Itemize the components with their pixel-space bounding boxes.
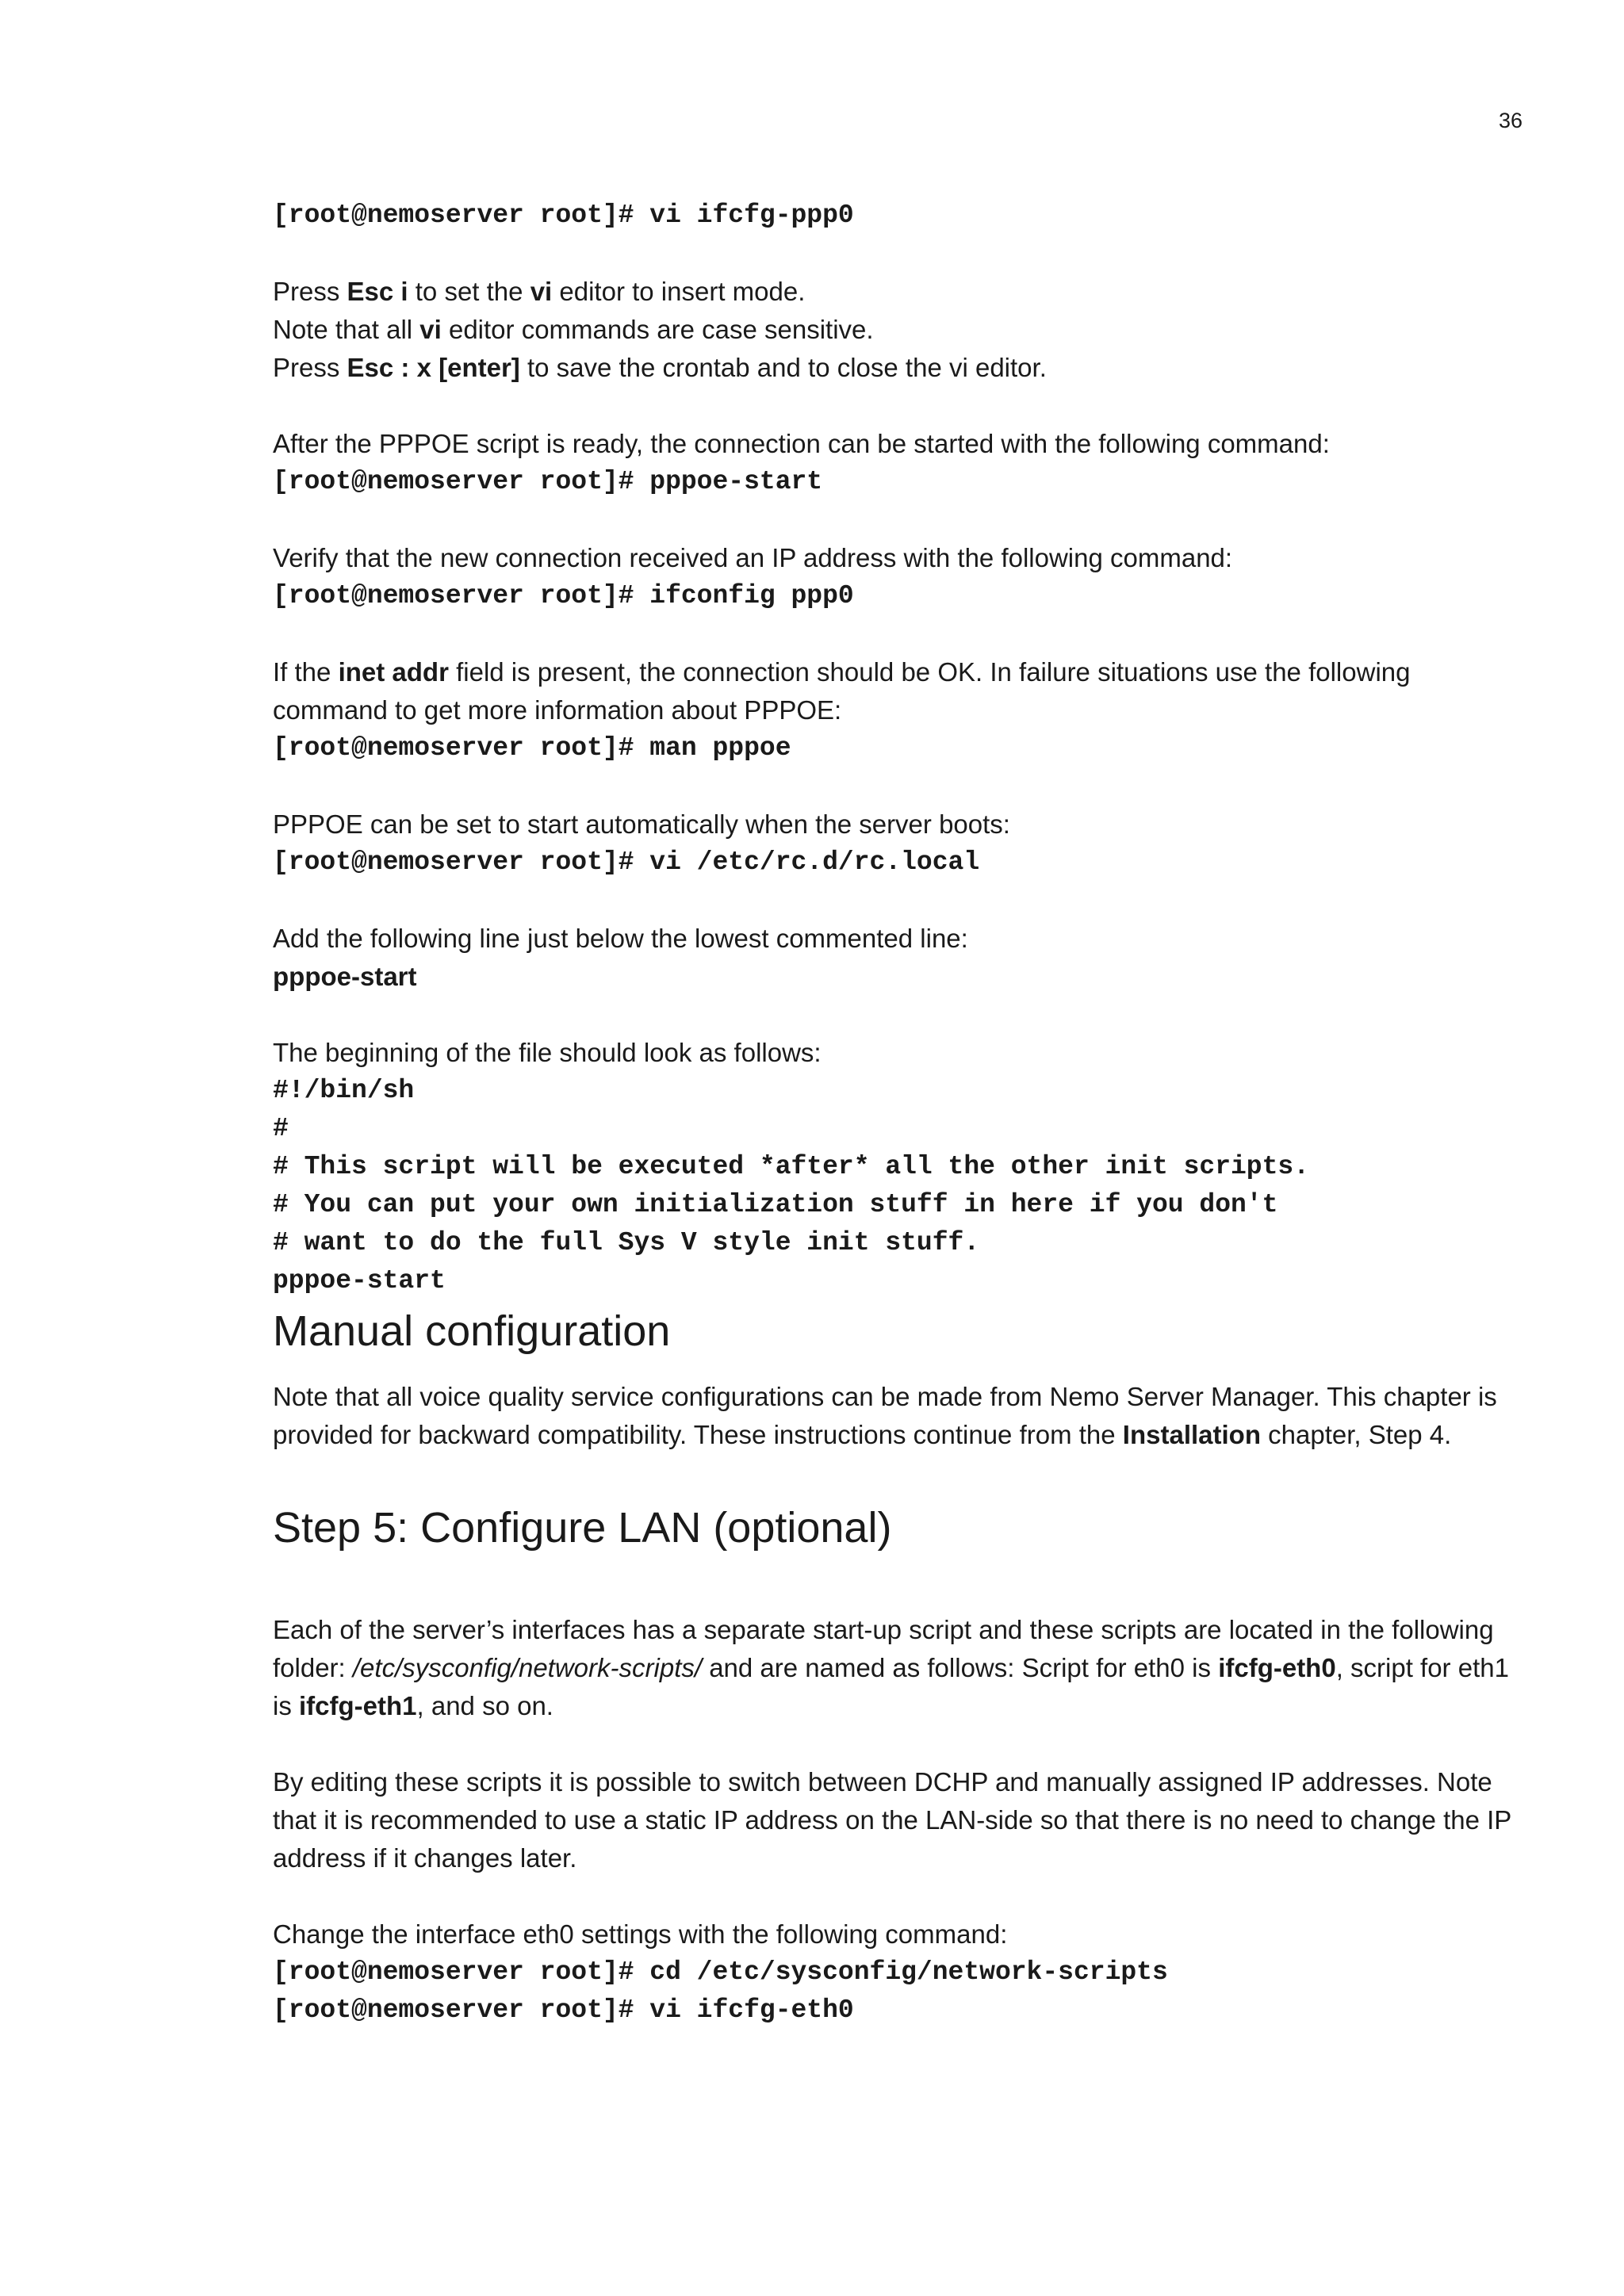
command-cd-network-scripts: [root@nemoserver root]# cd /etc/sysconfig/network-scripts: [273, 1957, 1168, 1987]
inet-addr-paragraph: If the inet addr field is present, the connection should be OK. In failure situations use the following command to get more information about PPPOE:: [273, 657, 1411, 725]
command-vi-rc-local: [root@nemoserver root]# vi /etc/rc.d/rc.local: [273, 848, 980, 877]
document-body: [273, 197, 1526, 2030]
file-beginning-text: The beginning of the file should look as follows:: [273, 1038, 822, 1067]
autostart-text: PPPOE can be set to start automatically when the server boots:: [273, 809, 1010, 839]
command-vi-ifcfg-eth0: [root@nemoserver root]# vi ifcfg-eth0: [273, 1996, 854, 2025]
file-line: # You can put your own initialization stuff in here if you don't: [273, 1190, 1278, 1219]
interfaces-paragraph: Each of the server’s interfaces has a separate start-up script and these scripts are located in the following folder: /etc/sysconfig/network-scripts/ and are named as follows: Script for eth0 is ifcfg-eth0, script for eth1 is ifcfg-eth1, and so on.: [273, 1615, 1509, 1720]
manual-configuration-heading: Manual configuration: [273, 1307, 671, 1355]
verify-text: Verify that the new connection received an IP address with the following command:: [273, 543, 1233, 572]
command-pppoe-start: [root@nemoserver root]# pppoe-start: [273, 467, 823, 496]
manual-configuration-paragraph: Note that all voice quality service configurations can be made from Nemo Server Manager. This chapter is provided for backward compatibility. These instructions continue from the Installation chapter, Step 4.: [273, 1382, 1497, 1449]
change-eth0-text: Change the interface eth0 settings with the following command:: [273, 1919, 1008, 1949]
command-vi-ifcfg-ppp0: [root@nemoserver root]# vi ifcfg-ppp0: [273, 201, 854, 230]
step5-heading: Step 5: Configure LAN (optional): [273, 1504, 892, 1552]
command-ifconfig: [root@nemoserver root]# ifconfig ppp0: [273, 581, 854, 610]
vi-instruction-insert: Press Esc i to set the vi editor to insert mode.: [273, 277, 806, 306]
file-listing: [273, 1072, 1526, 1300]
file-line: pppoe-start: [273, 1266, 446, 1295]
page-number: 36: [1498, 109, 1522, 132]
file-line: # This script will be executed *after* all the other init scripts.: [273, 1152, 1310, 1181]
command-man-pppoe: [root@nemoserver root]# man pppoe: [273, 733, 791, 763]
pppoe-start-line: pppoe-start: [273, 962, 417, 991]
add-line-text: Add the following line just below the lowest commented line:: [273, 924, 968, 953]
file-line: #!/bin/sh: [273, 1076, 415, 1105]
file-line: #: [273, 1114, 289, 1143]
editing-scripts-paragraph: By editing these scripts it is possible to switch between DCHP and manually assigned IP addresses. Note that it is recommended to use a static IP address on the LAN-side so that there is no need to change the IP address if it changes later.: [273, 1767, 1511, 1873]
pppoe-ready-text: After the PPPOE script is ready, the connection can be started with the following command:: [273, 429, 1330, 458]
vi-instruction-case: Note that all vi editor commands are case sensitive.: [273, 315, 874, 344]
vi-instruction-save: Press Esc : x [enter] to save the crontab and to close the vi editor.: [273, 353, 1047, 382]
file-line: # want to do the full Sys V style init stuff.: [273, 1228, 980, 1257]
